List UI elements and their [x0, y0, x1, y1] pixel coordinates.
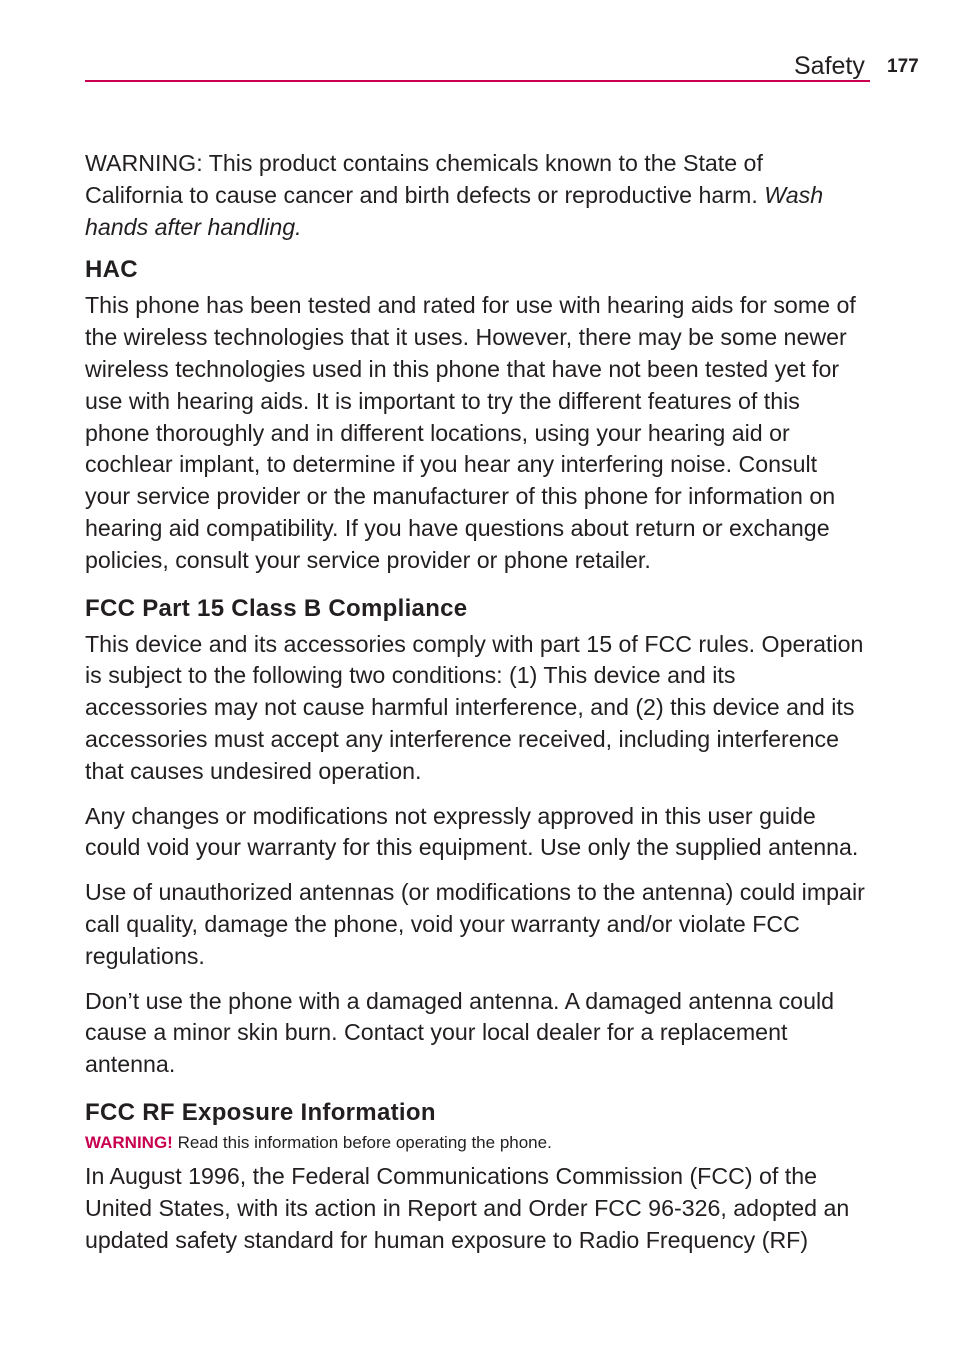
- text-line: your service provider or the manufacturer of this phone for information on: [85, 483, 836, 510]
- text-line: cochlear implant, to determine if you hear any interfering noise. Consult: [85, 451, 818, 478]
- warning-label: WARNING!: [85, 1132, 173, 1152]
- rf-paragraph: [85, 1161, 885, 1256]
- text-line: cause a minor skin burn. Contact your local dealer for a replacement: [85, 1019, 788, 1046]
- text-line: wireless technologies used in this phone that have not been tested yet for: [85, 355, 840, 382]
- text-line: antenna.: [85, 1051, 176, 1078]
- text-line: updated safety standard for human exposure to Radio Frequency (RF): [85, 1226, 809, 1253]
- text-line: hearing aid compatibility. If you have questions about return or exchange: [85, 514, 830, 541]
- fcc-paragraph: [85, 986, 885, 1081]
- text-line: This device and its accessories comply with part 15 of FCC rules. Operation: [85, 630, 864, 657]
- rf-warning: [85, 1131, 885, 1155]
- text-line: the wireless technologies that it uses. However, there may be some newer: [85, 324, 847, 351]
- text-line: California to cause cancer and birth defects or reproductive harm.: [85, 181, 758, 208]
- section-title: Safety: [794, 52, 865, 80]
- text-line: regulations.: [85, 942, 205, 969]
- text-line: call quality, damage the phone, void your warranty and/or violate FCC: [85, 910, 800, 937]
- fcc-paragraph: [85, 877, 885, 972]
- text-line: accessories must accept any interference received, including interference: [85, 725, 839, 752]
- header-rule: [85, 80, 870, 82]
- text-line: is subject to the following two conditions: (1) This device and its: [85, 662, 736, 689]
- text-line: accessories may not cause harmful interference, and (2) this device and its: [85, 694, 855, 721]
- text-line: In August 1996, the Federal Communications Commission (FCC) of the: [85, 1162, 818, 1189]
- text-line: phone thoroughly and in different locations, using your hearing aid or: [85, 419, 790, 446]
- heading-fcc-rf-exposure: FCC RF Exposure Information: [85, 1098, 436, 1126]
- heading-hac: HAC: [85, 256, 138, 284]
- page-number: 177: [887, 56, 919, 77]
- text-line: Don’t use the phone with a damaged antenna. A damaged antenna could: [85, 987, 835, 1014]
- fcc-paragraph: [85, 629, 885, 788]
- italic-text: Wash: [764, 181, 824, 208]
- prop65-warning: [85, 148, 885, 243]
- italic-text: hands after handling.: [85, 213, 302, 240]
- hac-paragraph: [85, 290, 885, 576]
- text-line: policies, consult your service provider or phone retailer.: [85, 546, 651, 573]
- text-line: that causes undesired operation.: [85, 757, 422, 784]
- text-line: This product contains chemicals known to the State of: [208, 150, 763, 176]
- text-line: Use of unauthorized antennas (or modifications to the antenna) could impair: [85, 879, 865, 906]
- text-line: use with hearing aids. It is important to try the different features of this: [85, 387, 800, 414]
- text-line: could void your warranty for this equipment. Use only the supplied antenna.: [85, 834, 859, 861]
- text-line: Any changes or modifications not expressly approved in this user guide: [85, 802, 816, 829]
- text-line: United States, with its action in Report and Order FCC 96-326, adopted an: [85, 1194, 850, 1221]
- heading-fcc-part-15: FCC Part 15 Class B Compliance: [85, 594, 468, 622]
- fcc-paragraph: [85, 801, 885, 865]
- warning-text: Read this information before operating the phone.: [177, 1132, 552, 1152]
- text-line: This phone has been tested and rated for use with hearing aids for some of: [85, 292, 856, 319]
- page-content: [85, 148, 885, 1269]
- warning-label: WARNING:: [85, 150, 203, 176]
